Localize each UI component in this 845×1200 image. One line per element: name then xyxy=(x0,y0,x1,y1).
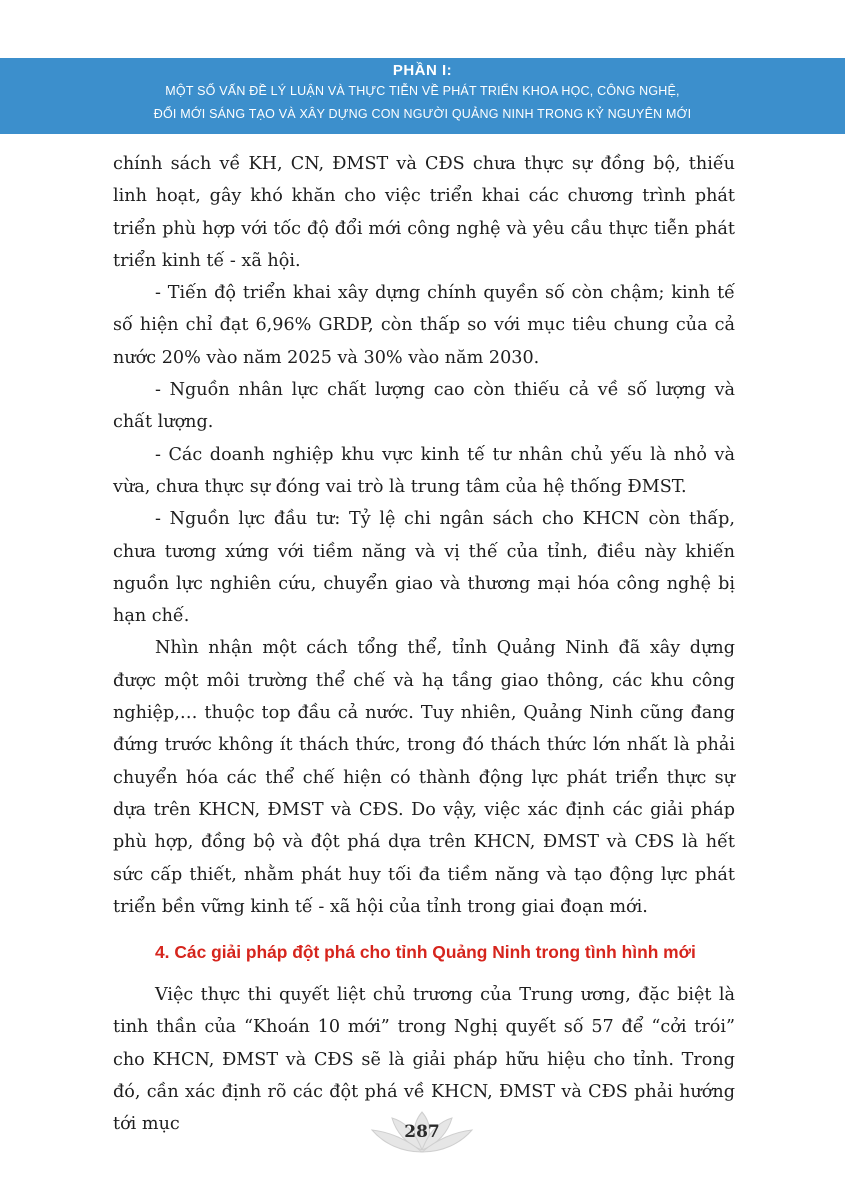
bullet-paragraph-investment-resources: - Nguồn lực đầu tư: Tỷ lệ chi ngân sách cho KHCN còn thấp, chưa tương xứng với tiềm năng và vị thế của tỉnh, điều này khiến nguồn lực nghiên cứu, chuyển giao và thương mại hóa công nghệ bị hạn chế. xyxy=(113,509,735,627)
part-subtitle-line-1: MỘT SỐ VẤN ĐỀ LÝ LUẬN VÀ THỰC TIỄN VỀ PHÁT TRIỂN KHOA HỌC, CÔNG NGHỆ, xyxy=(165,84,680,98)
bullet-paragraph-human-resources: - Nguồn nhân lực chất lượng cao còn thiếu cả về số lượng và chất lượng. xyxy=(113,380,735,433)
part-subtitle-line-2: ĐỔI MỚI SÁNG TẠO VÀ XÂY DỰNG CON NGƯỜI QUẢNG NINH TRONG KỶ NGUYÊN MỚI xyxy=(153,107,692,121)
page-footer xyxy=(362,1110,482,1158)
paragraph-continued: chính sách về KH, CN, ĐMST và CĐS chưa thực sự đồng bộ, thiếu linh hoạt, gây khó khăn cho việc triển khai các chương trình phát triển phù hợp với tốc độ đổi mới công nghệ và yêu cầu thực tiễn phát triển kinh tế - xã hội. xyxy=(113,154,735,271)
page-body xyxy=(113,148,735,1141)
paragraph-overall-assessment: Nhìn nhận một cách tổng thể, tỉnh Quảng Ninh đã xây dựng được một môi trường thể chế và hạ tầng giao thông, các khu công nghiệp,… thuộc top đầu cả nước. Tuy nhiên, Quảng Ninh cũng đang đứng trước không ít thách thức, trong đó thách thức lớn nhất là phải chuyển hóa các thể chế hiện có thành động lực phát triển thực sự dựa trên KHCN, ĐMST và CĐS. Do vậy, việc xác định các giải pháp phù hợp, đồng bộ và đột phá dựa trên KHCN, ĐMST và CĐS là hết sức cấp thiết, nhằm phát huy tối đa tiềm năng và tạo động lực phát triển bền vững kinh tế - xã hội của tỉnh trong giai đoạn mới. xyxy=(113,638,735,917)
paragraph-solutions-intro: Việc thực thi quyết liệt chủ trương của Trung ương, đặc biệt là tinh thần của “Khoán 10 mới” trong Nghị quyết số 57 để “cởi trói” cho KHCN, ĐMST và CĐS sẽ là giải pháp hữu hiệu cho tỉnh. Trong đó, cần xác định rõ các đột phá về KHCN, ĐMST và CĐS phải hướng tới mục xyxy=(113,985,735,1135)
bullet-paragraph-private-enterprises: - Các doanh nghiệp khu vực kinh tế tư nhân chủ yếu là nhỏ và vừa, chưa thực sự đóng vai trò là trung tâm của hệ thống ĐMST. xyxy=(113,444,735,497)
section-heading-solutions: 4. Các giải pháp đột phá cho tỉnh Quảng Ninh trong tình hình mới xyxy=(155,942,696,963)
chapter-header-band xyxy=(0,58,845,134)
bullet-paragraph-digital-government: - Tiến độ triển khai xây dựng chính quyền số còn chậm; kinh tế số hiện chỉ đạt 6,96% GRDP, còn thấp so với mục tiêu chung của cả nước 20% vào năm 2025 và 30% vào năm 2030. xyxy=(113,283,735,368)
page-number: 287 xyxy=(404,1122,440,1142)
part-title: PHẦN I: xyxy=(392,62,453,79)
